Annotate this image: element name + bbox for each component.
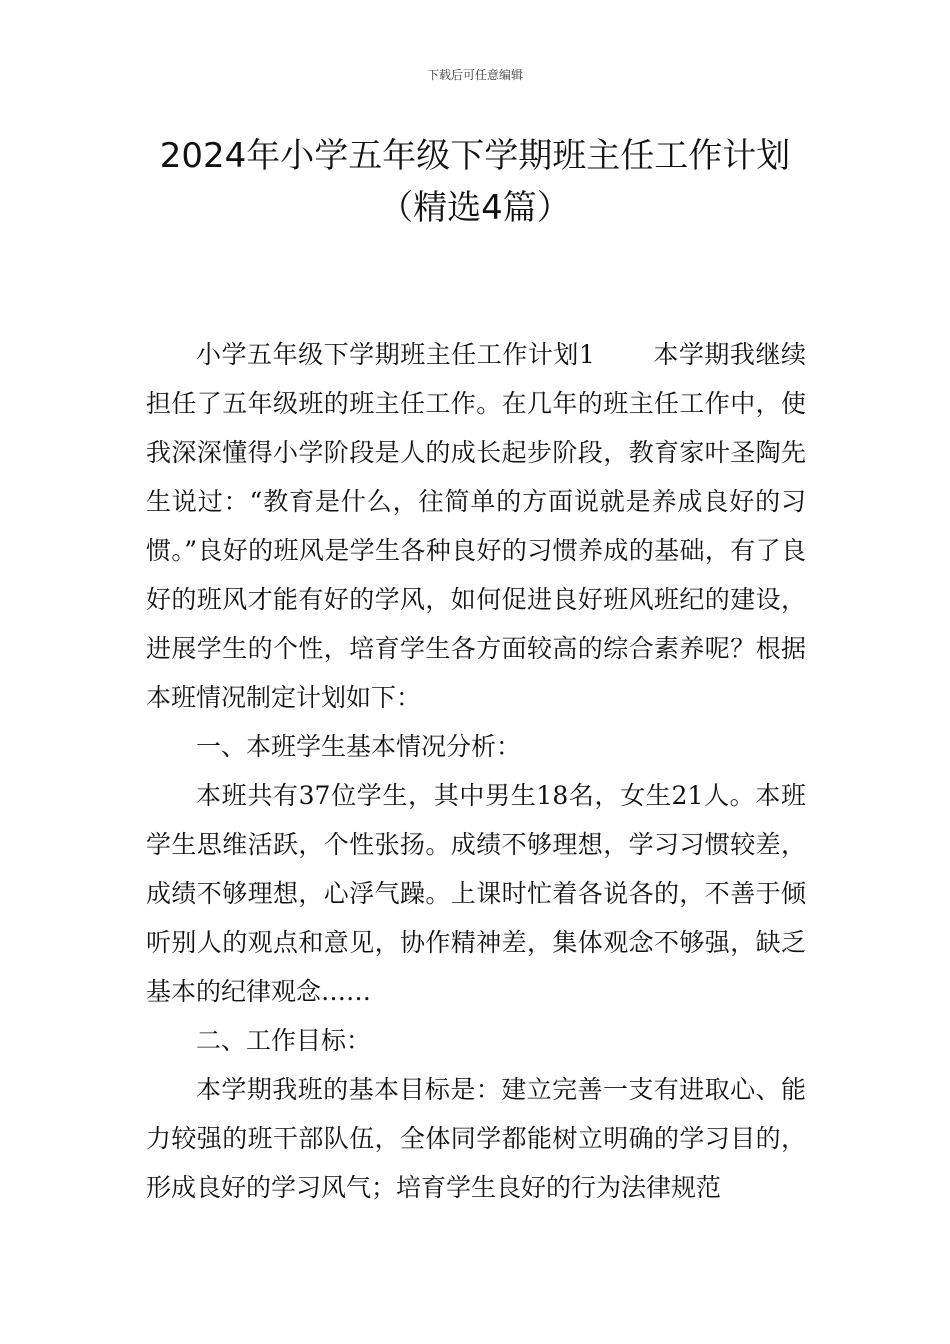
intro-text: 本学期我继续担任了五年级班的班主任工作。在几年的班主任工作中，使我深深懂得小学阶段是人的成长起步阶段，教育家叶圣陶先生说过：“教育是什么，往简单的方面说就是养成良好的习惯。”良好的班风是学生各种良好的习惯养成的基础，有了良好的班风才能有好的学风，如何促进良好班风班纪的建设，进展学生的个性，培育学生各方面较高的综合素养呢？根据本班情况制定计划如下：: [146, 340, 806, 712]
section-heading-2: 二、工作目标：: [196, 1026, 372, 1055]
section-text-1: 本班共有37位学生，其中男生18名，女生21人。本班学生思维活跃，个性张扬。成绩不够理想，学习习惯较差，成绩不够理想，心浮气躁。上课时忙着各说各的，不善于倾听别人的观点和意见，协作精神差，集体观念不够强，缺乏基本的纪律观念……: [146, 781, 806, 1006]
section-heading-1: 一、本班学生基本情况分析：: [196, 732, 522, 761]
plan-heading: 小学五年级下学期班主任工作计划1: [196, 340, 595, 369]
document-title-line2: （精选4篇）: [379, 188, 571, 228]
section-text-2: 本学期我班的基本目标是：建立完善一支有进取心、能力较强的班干部队伍，全体同学都能树立明确的学习目的，形成良好的学习风气；培育学生良好的行为法律规范: [146, 1075, 806, 1202]
header-note: 下载后可任意编辑: [426, 68, 523, 82]
paragraph-intro: [146, 330, 806, 722]
document-body: [146, 330, 806, 1212]
document-title-line1: 2024年小学五年级下学期班主任工作计划: [159, 136, 791, 176]
